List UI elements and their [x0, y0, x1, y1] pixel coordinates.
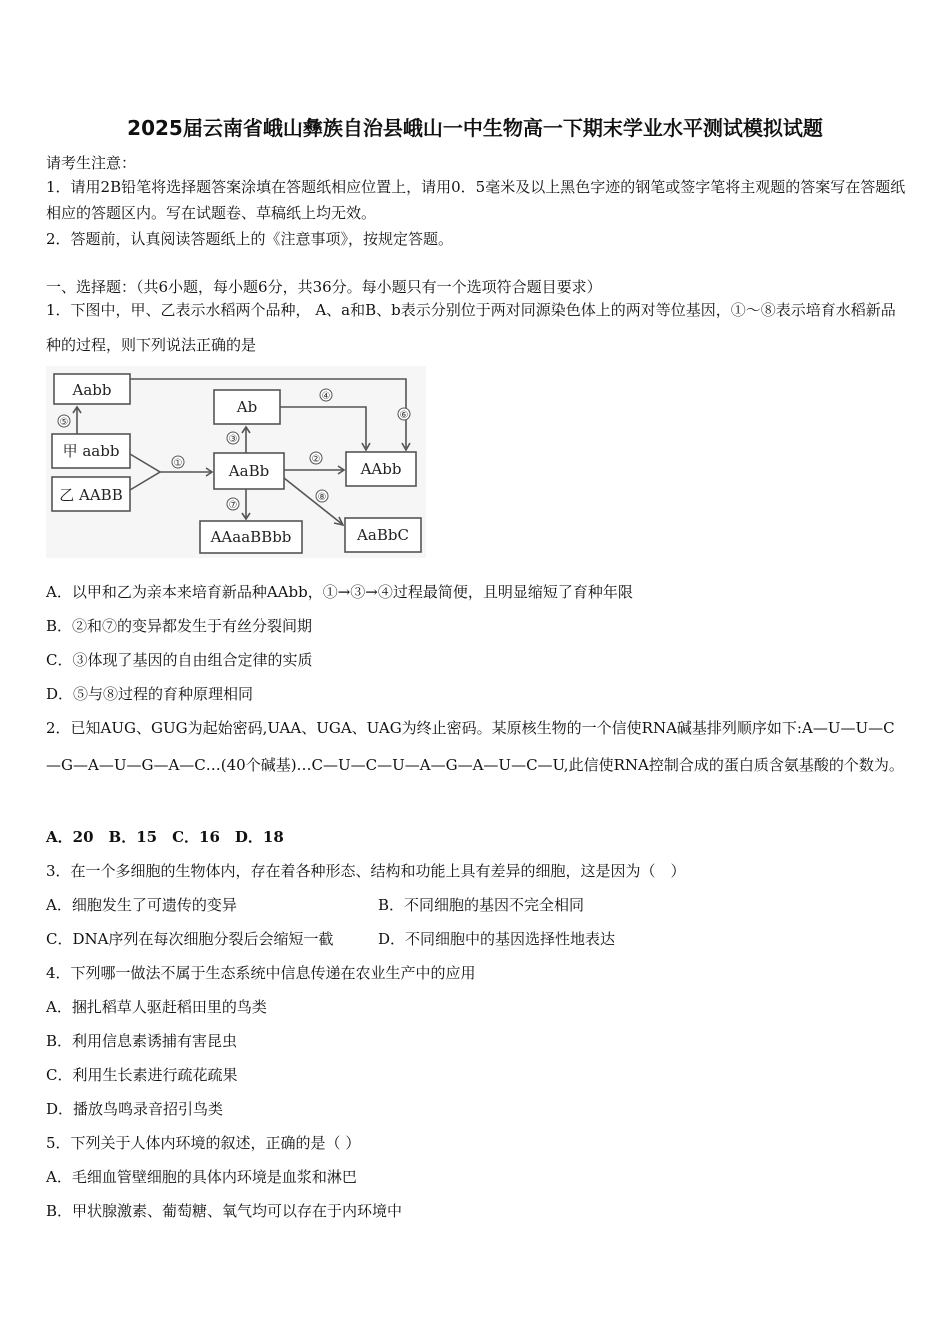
- question-3-option-b: B．不同细胞的基因不完全相同: [378, 896, 585, 914]
- page-title: 2025届云南省峨山彝族自治县峨山一中生物高一下期末学业水平测试模拟试题: [127, 116, 823, 140]
- question-2-options: A．20 B．15 C．16 D．18: [46, 828, 284, 846]
- question-4-option-a: A．捆扎稻草人驱赶稻田里的鸟类: [46, 998, 267, 1016]
- num-2: ②: [311, 454, 321, 465]
- question-5-stem: 5．下列关于人体内环境的叙述，正确的是（ ）: [46, 1134, 361, 1152]
- num-4: ④: [321, 391, 331, 402]
- label-ab: Ab: [236, 398, 258, 416]
- question-1-option-d: D．⑤与⑧过程的育种原理相同: [46, 685, 254, 703]
- label-aaaabbbb: AAaaBBbb: [210, 528, 292, 546]
- question-5-option-a: A．毛细血管壁细胞的具体内环境是血浆和淋巴: [46, 1168, 357, 1186]
- question-3-option-a: A．细胞发生了可遗传的变异: [46, 896, 237, 914]
- num-1: ①: [173, 458, 183, 469]
- label-aabb-mid: AaBb: [228, 462, 270, 480]
- question-1-option-a: A．以甲和乙为亲本来培育新品种AAbb，①→③→④过程最简便，且明显缩短了育种年限: [46, 583, 633, 601]
- question-1-stem: 1．下图中，甲、乙表示水稻两个品种， A、a和B、b表示分别位于两对同源染色体上的两对等位基因，①～⑧表示培育水稻新品种的过程，则下列说法正确的是: [46, 301, 896, 354]
- notice-heading: 请考生注意：: [46, 154, 137, 172]
- question-3-stem: 3．在一个多细胞的生物体内，存在着各种形态、结构和功能上具有差异的细胞，这是因为（ ）: [46, 862, 686, 880]
- question-4-option-b: B．利用信息素诱捕有害昆虫: [46, 1032, 238, 1050]
- question-4-stem: 4．下列哪一做法不属于生态系统中信息传递在农业生产中的应用: [46, 964, 476, 982]
- section-heading: 一、选择题：（共6小题，每小题6分，共36分。每小题只有一个选项符合题目要求）: [46, 278, 602, 296]
- num-5: ⑤: [59, 417, 69, 428]
- num-8: ⑧: [317, 492, 327, 503]
- question-3-option-d: D．不同细胞中的基因选择性地表达: [378, 930, 616, 948]
- question-1-option-c: C．③体现了基因的自由组合定律的实质: [46, 651, 313, 669]
- breeding-diagram: [46, 366, 426, 558]
- question-4-option-d: D．播放鸟鸣录音招引鸟类: [46, 1100, 224, 1118]
- label-yi: 乙 AABB: [59, 486, 123, 504]
- notice-item-2: 2．答题前，认真阅读答题纸上的《注意事项》，按规定答题。: [46, 230, 454, 248]
- num-3: ③: [228, 434, 238, 445]
- question-5-option-b: B．甲状腺激素、葡萄糖、氧气均可以存在于内环境中: [46, 1202, 403, 1220]
- label-aabbc: AaBbC: [357, 526, 409, 544]
- notice-item-1: 1．请用2B铅笔将选择题答案涂填在答题纸相应位置上，请用0．5毫米及以上黑色字迹的钢笔或签字笔将主观题的答案写在答题纸相应的答题区内。写在试题卷、草稿纸上均无效。: [46, 178, 906, 222]
- num-6: ⑥: [399, 410, 409, 421]
- question-4-option-c: C．利用生长素进行疏花疏果: [46, 1066, 238, 1084]
- num-7: ⑦: [228, 500, 238, 511]
- question-1-option-b: B．②和⑦的变异都发生于有丝分裂间期: [46, 617, 313, 635]
- label-jia: 甲 aabb: [62, 442, 120, 460]
- question-2-stem: 2．已知AUG、GUG为起始密码,UAA、UGA、UAG为终止密码。某原核生物的一个信使RNA碱基排列顺序如下:A—U—U—C—G—A—U—G—A—C…(40个碱基)…C—U—C—U—A—G—A—U—C—U,此信使RNA控制合成的蛋白质含氨基酸的个数为。: [46, 719, 904, 774]
- question-3-option-c: C．DNA序列在每次细胞分裂后会缩短一截: [46, 930, 334, 948]
- label-aabb-top: Aabb: [72, 381, 112, 399]
- label-aabb-right: AAbb: [360, 460, 402, 478]
